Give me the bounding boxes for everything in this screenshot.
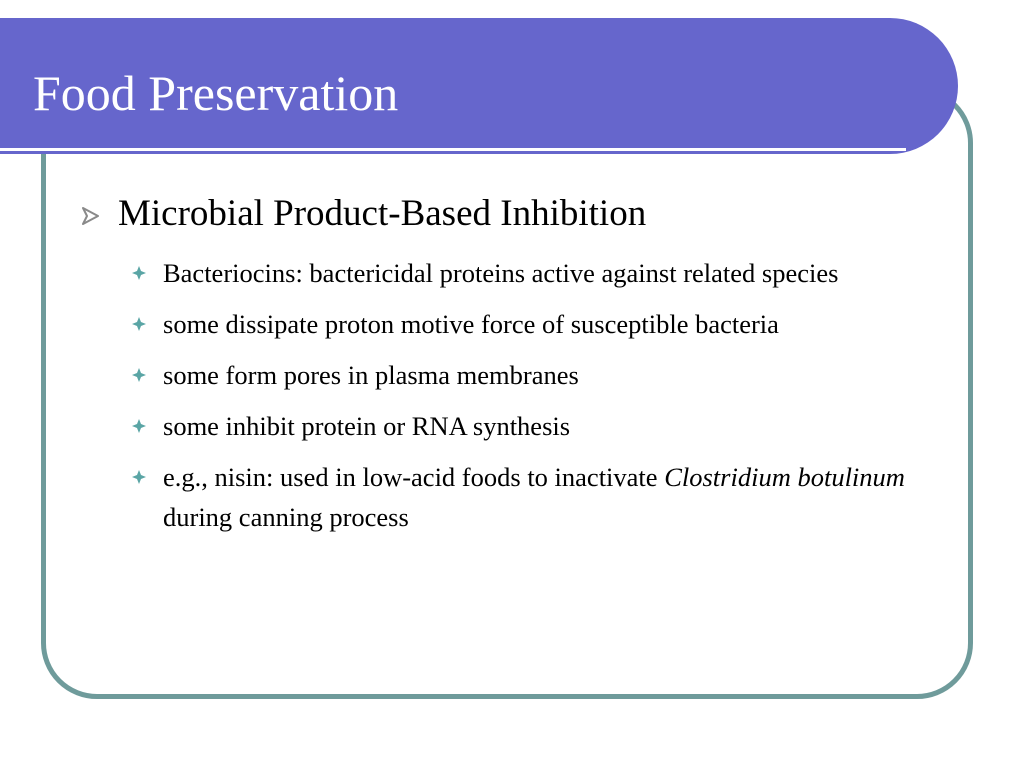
bullet-text: Bacteriocins: bactericidal proteins active against related species	[163, 258, 839, 288]
main-bullet-heading: Microbial Product-Based Inhibition	[118, 193, 647, 234]
list-item	[130, 457, 930, 537]
diamond-bullet-icon	[132, 368, 146, 382]
title-bar	[0, 18, 958, 154]
list-item	[130, 355, 930, 395]
organism-name: Clostridium botulinum	[664, 462, 905, 492]
bullet-text: some form pores in plasma membranes	[163, 360, 579, 390]
title-underline	[0, 148, 906, 151]
diamond-bullet-icon	[132, 266, 146, 280]
list-item	[130, 304, 930, 344]
arrow-bullet-icon	[80, 207, 100, 225]
list-item	[130, 253, 930, 293]
diamond-bullet-icon	[132, 317, 146, 331]
diamond-bullet-icon	[132, 419, 146, 433]
diamond-bullet-icon	[132, 470, 146, 484]
slide-title: Food Preservation	[33, 65, 399, 121]
bullet-text	[163, 457, 930, 537]
bullet-text-tail: during canning process	[163, 502, 409, 532]
bullet-text: some inhibit protein or RNA synthesis	[163, 411, 571, 441]
sub-bullet-list	[130, 253, 930, 548]
list-item	[130, 406, 930, 446]
bullet-text-lead: e.g., nisin: used in low-acid foods to inactivate	[163, 462, 665, 492]
bullet-text: some dissipate proton motive force of susceptible bacteria	[163, 309, 779, 339]
